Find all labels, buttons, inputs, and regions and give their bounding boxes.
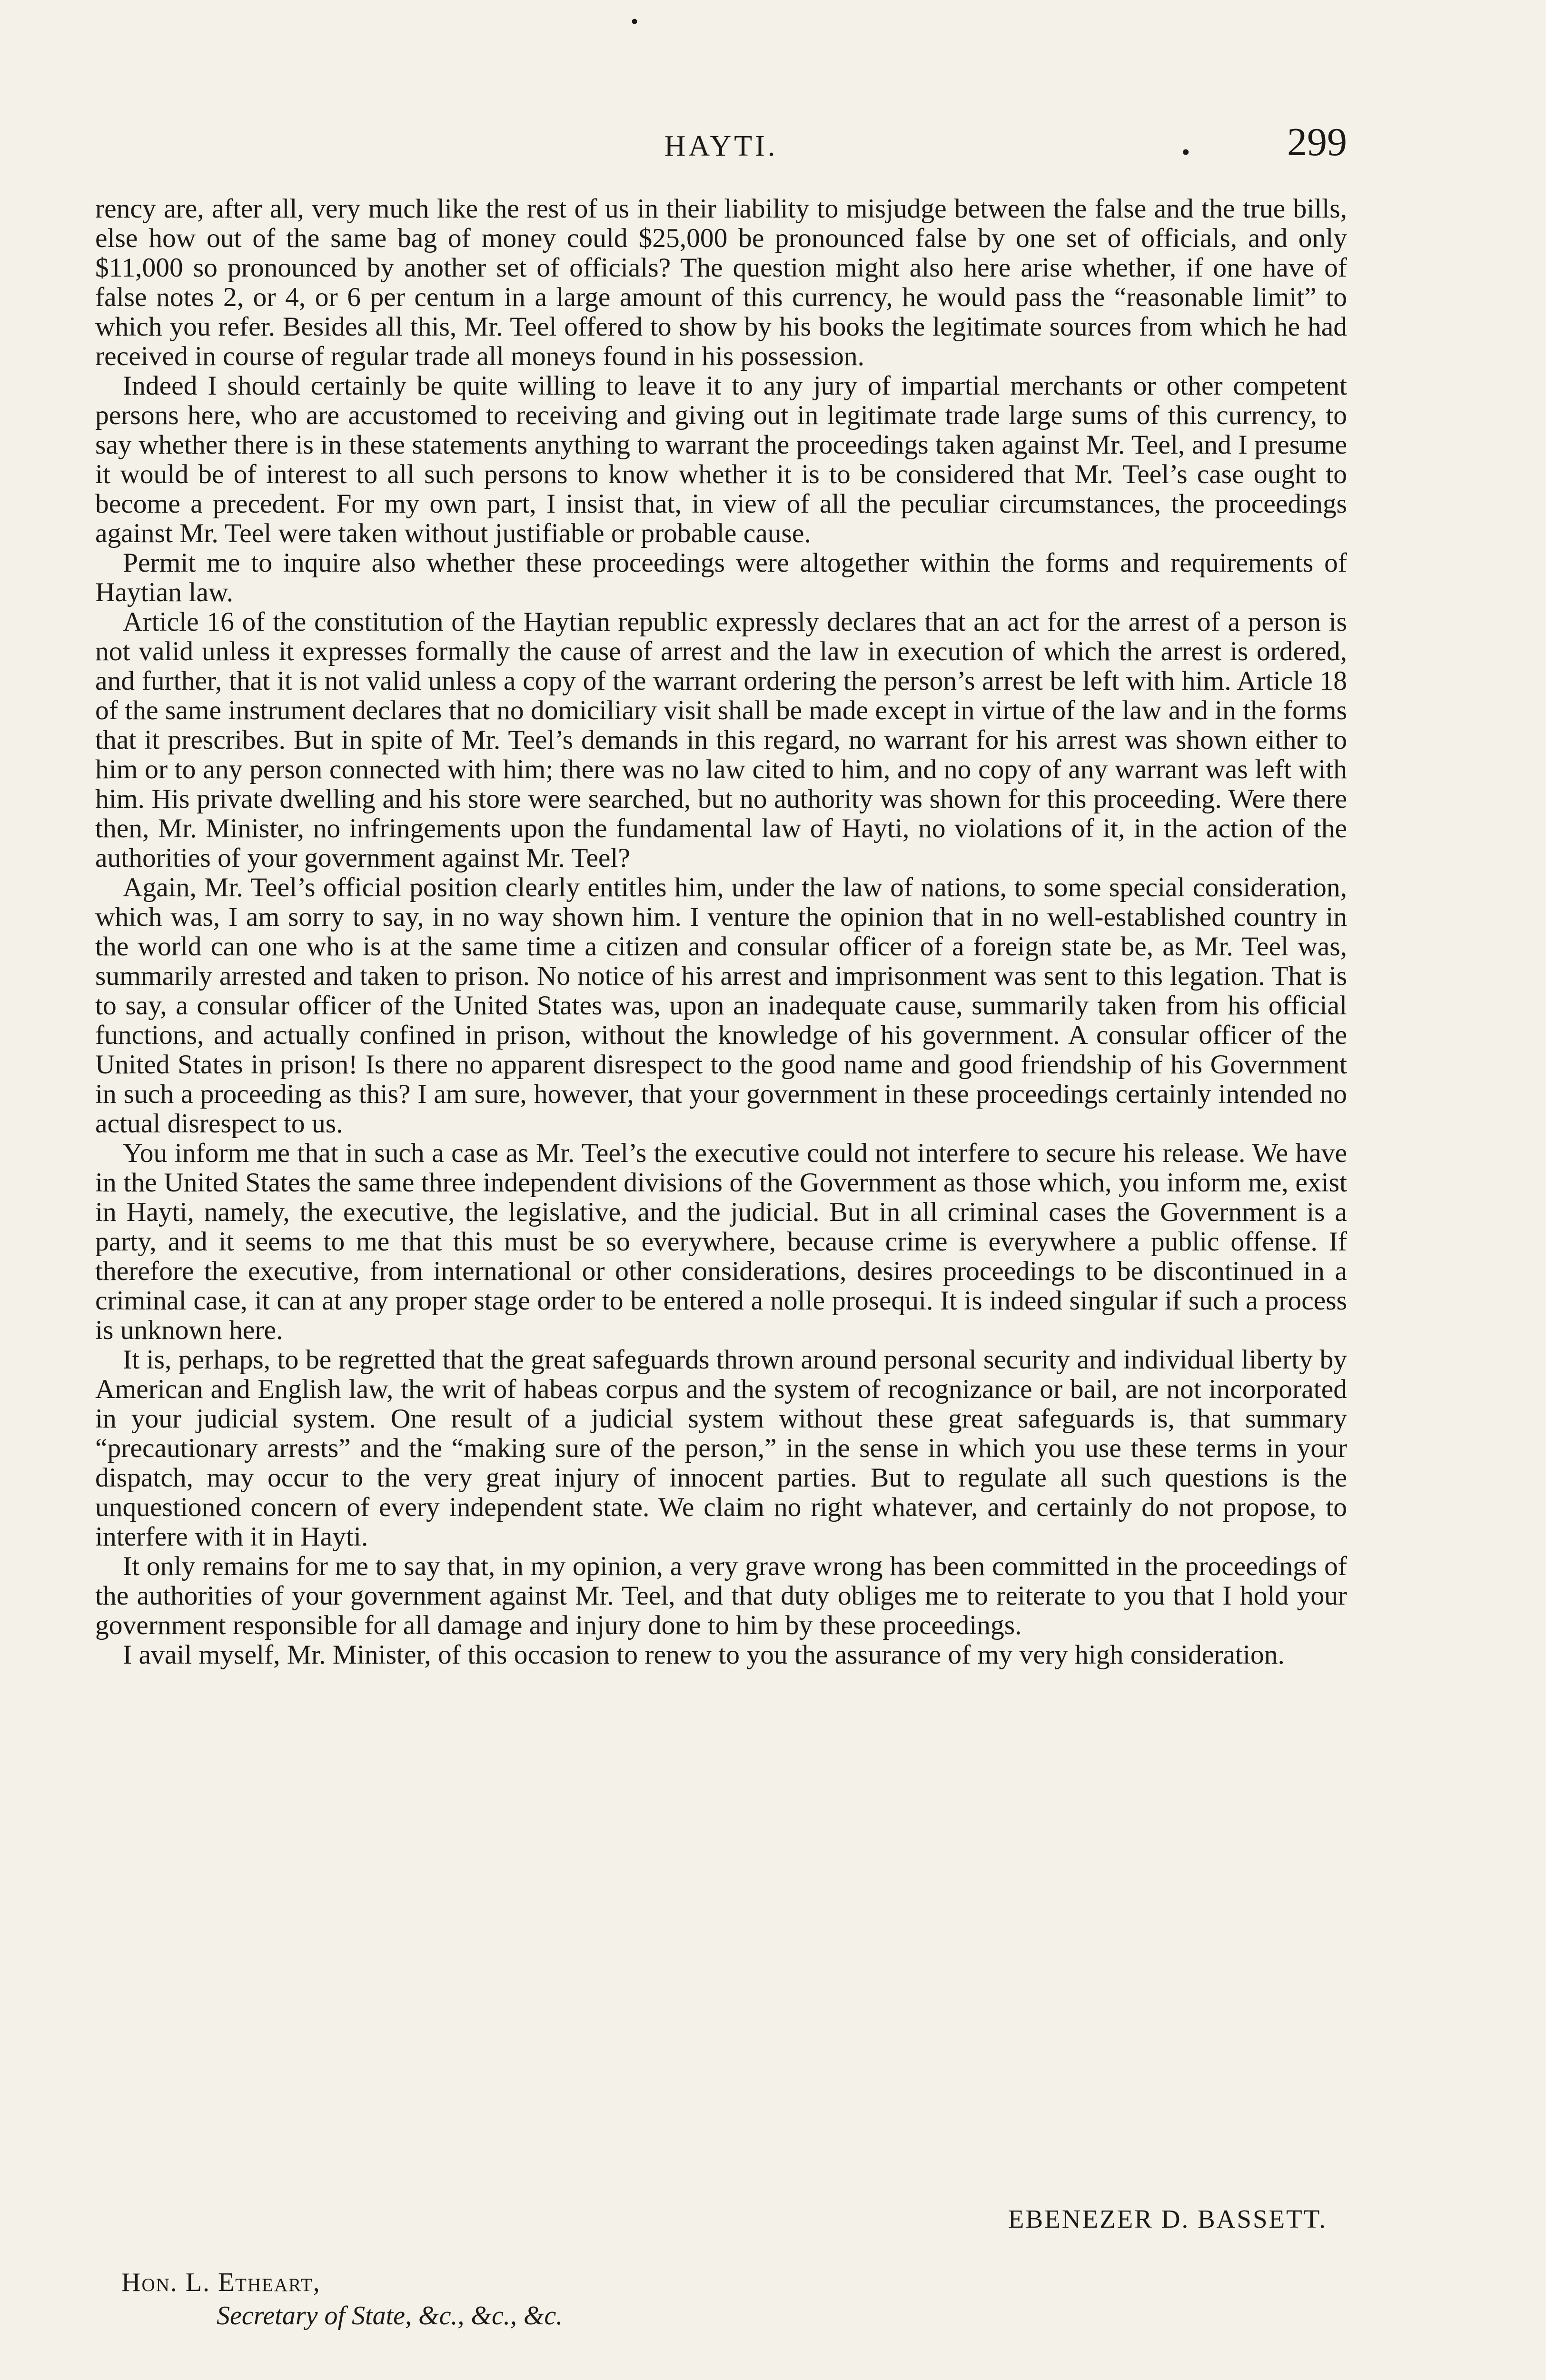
paragraph-safeguards: It is, perhaps, to be regretted that the great safeguards thrown around personal security and individual liberty by American and English law, the writ of habeas corpus and the system of recognizance or bail, are not incorporated in your judicial system. One result of a judicial system without these great safeguards is, that summary “precautionary arrests” and the “making sure of the person,” in the sense in which you use these terms in your dispatch, may occur to the very great injury of innocent parties. But to regulate all such questions is the unquestioned concern of every independent state. We claim no right whatever, and certainly do not propose, to interfere with it in Hayti.: [95, 1345, 1347, 1552]
paragraph-continued: rency are, after all, very much like the rest of us in their liability to misjudge between the false and the true bills, else how out of the same bag of money could $25,000 be pronounced false by one set of officials, and only $11,000 so pronounced by another set of officials? The question might also here arise whether, if one have of false notes 2, or 4, or 6 per centum in a large amount of this currency, he would pass the “reasonable limit” to which you refer. Besides all this, Mr. Teel offered to show by his books the legitimate sources from which he had received in course of regular trade all moneys found in his possession.: [95, 194, 1347, 371]
signature: EBENEZER D. BASSETT.: [1008, 2204, 1327, 2233]
paragraph-jury: Indeed I should certainly be quite willing to leave it to any jury of impartial merchants or other competent persons here, who are accustomed to receiving and giving out in legitimate trade large sums of this currency, to say whether there is in these statements anything to warrant the proceedings taken against Mr. Teel, and I presume it would be of interest to all such persons to know whether it is to be considered that Mr. Teel’s case ought to become a precedent. For my own part, I insist that, in view of all the peculiar circumstances, the proceedings against Mr. Teel were taken without justifiable or probable cause.: [95, 371, 1347, 548]
paragraph-closing: I avail myself, Mr. Minister, of this occasion to renew to you the assurance of my very high consideration.: [123, 1640, 1285, 1670]
top-stray-mark: •: [631, 9, 639, 33]
addressee-name: Hon. L. Etheart,: [121, 2268, 321, 2297]
page-number: 299: [1287, 120, 1347, 164]
paragraph-article-16: Article 16 of the constitution of the Haytian republic expressly declares that an act for the arrest of a person is not valid unless it expresses formally the cause of arrest and the law in execution of which the arrest is ordered, and further, that it is not valid unless a copy of the warrant ordering the person’s arrest be left with him. Article 18 of the same instrument declares that no domiciliary visit shall be made except in virtue of the law and in the forms that it prescribes. But in spite of Mr. Teel’s demands in this regard, no warrant for his arrest was shown either to him or to any person connected with him; there was no law cited to him, and no copy of any warrant was left with him. His private dwelling and his store were searched, but no authority was shown for this proceeding. Were there then, Mr. Minister, no infringements upon the fundamental law of Hayti, no violations of it, in the action of the authorities of your government against Mr. Teel?: [95, 607, 1347, 873]
letter-body: [95, 194, 1347, 1670]
addressee-block: [121, 2266, 563, 2332]
paragraph-grave-wrong: It only remains for me to say that, in my opinion, a very grave wrong has been committed in the proceedings of the authorities of your government against Mr. Teel, and that duty obliges me to reiterate to you that I hold your government responsible for all damage and injury done to him by these proceedings.: [95, 1551, 1347, 1640]
paragraph-inquire: Permit me to inquire also whether these proceedings were altogether within the forms and requirements of Haytian law.: [95, 548, 1347, 607]
addressee-title: Secretary of State, &c., &c., &c.: [217, 2301, 563, 2330]
paragraph-executive: You inform me that in such a case as Mr. Teel’s the executive could not interfere to secure his release. We have in the United States the same three independent divisions of the Government as those which, you inform me, exist in Hayti, namely, the executive, the legislative, and the judicial. But in all criminal cases the Government is a party, and it seems to me that this must be so everywhere, because crime is everywhere a public offense. If therefore the executive, from international or other considerations, desires proceedings to be discontinued in a criminal case, it can at any proper stage order to be entered a nolle prosequi. It is indeed singular if such a process is unknown here.: [95, 1138, 1347, 1345]
page-header: [95, 119, 1347, 171]
header-stray-mark: •: [1181, 139, 1190, 165]
running-head: HAYTI.: [664, 130, 778, 162]
paragraph-official-position: Again, Mr. Teel’s official position clearly entitles him, under the law of nations, to some special consideration, which was, I am sorry to say, in no way shown him. I venture the opinion that in no well-established country in the world can one who is at the same time a citizen and consular officer of a foreign state be, as Mr. Teel was, summarily arrested and taken to prison. No notice of his arrest and imprisonment was sent to this legation. That is to say, a consular officer of the United States was, upon an inadequate cause, summarily taken from his official functions, and actually confined in prison, without the knowledge of his government. A consular officer of the United States in prison! Is there no apparent disrespect to the good name and good friendship of his Government in such a proceeding as this? I am sure, however, that your government in these proceedings certainly intended no actual disrespect to us.: [95, 873, 1347, 1139]
